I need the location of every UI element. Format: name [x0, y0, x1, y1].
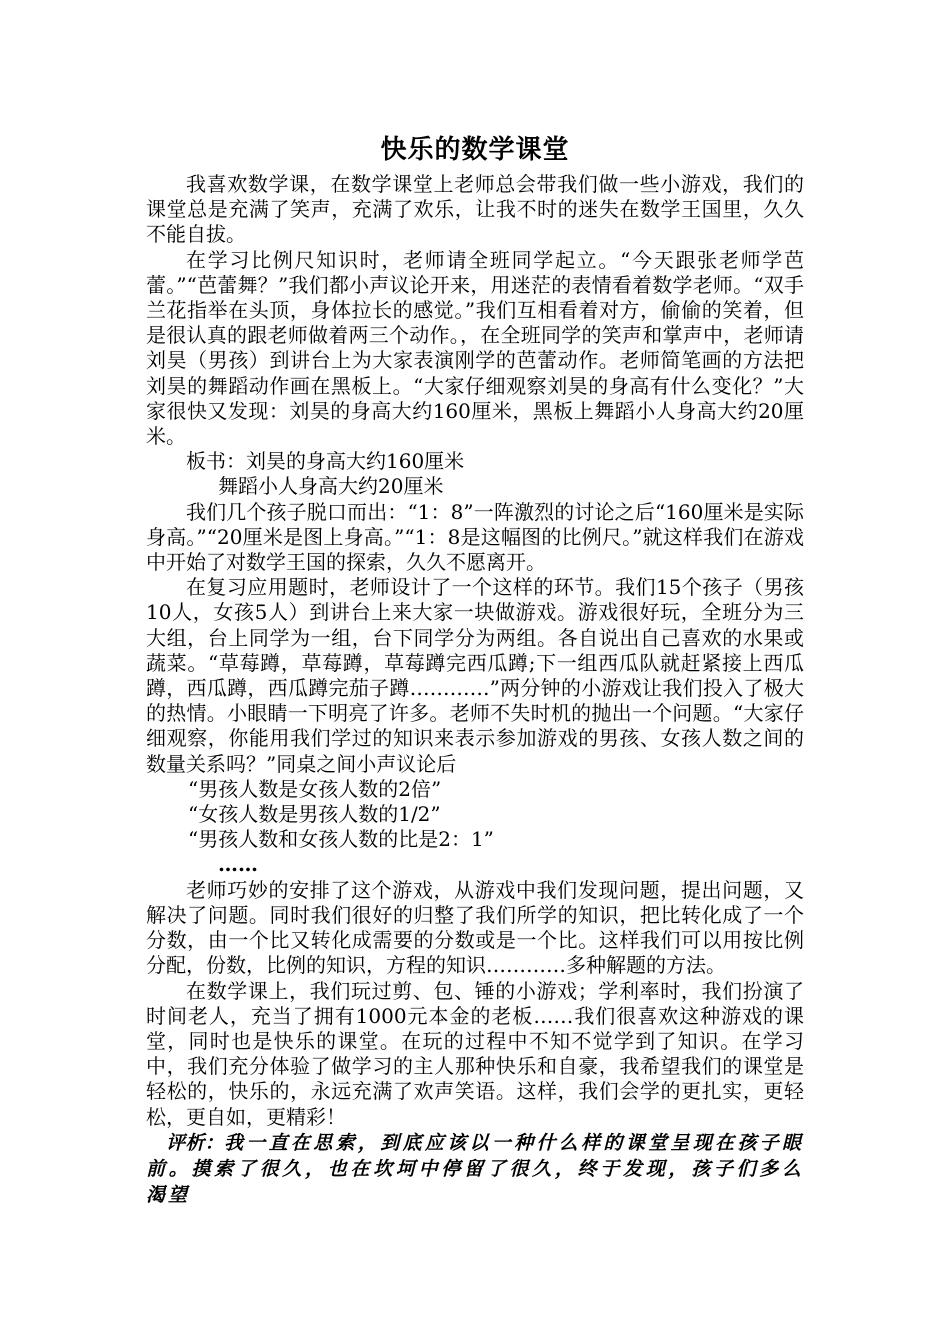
quote-line-3: “男孩人数和女孩人数的比是2：1” [188, 827, 494, 852]
document-title: 快乐的数学课堂 [380, 135, 570, 165]
quote-line-2: “女孩人数是男孩人数的1/2” [188, 802, 441, 827]
commentary-label: 评析： [166, 1131, 224, 1154]
paragraph-ballet: 在学习比例尺知识时，老师请全班同学起立。“今天跟张老师学芭蕾。”“芭蕾舞？”我们都小声议论开来，用迷茫的表情看着数学老师。“双手兰花指举在头顶，身体拉长的感觉。”我们互相看着对方，偷偷的笑着，但是很认真的跟老师做着两三个动作。，在全班同学的笑声和掌声中，老师请刘昊（男孩）到讲台上为大家表演刚学的芭蕾动作。老师简笔画的方法把刘昊的舞蹈动作画在黑板上。“大家仔细观察刘昊的身高有什么变化？”大家很快又发现：刘昊的身高大约160厘米，黑板上舞蹈小人身高大约20厘米。 [146, 247, 804, 449]
ellipsis-line: …… [218, 852, 258, 877]
paragraph-reflection: 老师巧妙的安排了这个游戏，从游戏中我们发现问题，提出问题，又解决了问题。同时我们很好的归整了我们所学的知识，把比转化成了一个分数，由一个比又转化成需要的分数或是一个比。这样我们可以用按比例分配，份数，比例的知识，方程的知识…………多种解题的方法。 [146, 877, 804, 978]
commentary [146, 1130, 804, 1208]
paragraph-intro: 我喜欢数学课，在数学课堂上老师总会带我们做一些小游戏，我们的课堂总是充满了笑声，充满了欢乐，让我不时的迷失在数学王国里，久久不能自拔。 [146, 172, 804, 247]
quote-line-1: “男孩人数是女孩人数的2倍” [188, 776, 442, 801]
paragraph-conclusion: 在数学课上，我们玩过剪、包、锤的小游戏；学利率时，我们扮演了时间老人，充当了拥有1000元本金的老板……我们很喜欢这种游戏的课堂，同时也是快乐的课堂。在玩的过程中不知不觉学到了知识。在学习中，我们充分体验了做学习的主人那种快乐和自豪，我希望我们的课堂是轻松的，快乐的，永远充满了欢声笑语。这样，我们会学的更扎实，更轻松，更自如，更精彩！ [146, 978, 804, 1129]
commentary-text: 我一直在思索，到底应该以一种什么样的课堂呈现在孩子眼前。摸索了很久，也在坎坷中停留了很久，终于发现，孩子们多么渴望 [146, 1131, 804, 1206]
board-note-line-1: 板书：刘昊的身高大约160厘米 [186, 449, 465, 474]
paragraph-game: 在复习应用题时，老师设计了一个这样的环节。我们15个孩子（男孩10人，女孩5人）到讲台上来大家一块做游戏。游戏很好玩，全班分为三大组，台上同学为一组，台下同学分为两组。各自说出自己喜欢的水果或蔬菜。“草莓蹲，草莓蹲，草莓蹲完西瓜蹲;下一组西瓜队就赶紧接上西瓜蹲，西瓜蹲，西瓜蹲完茄子蹲…………”两分钟的小游戏让我们投入了极大的热情。小眼睛一下明亮了许多。老师不失时机的抛出一个问题。“大家仔细观察，你能用我们学过的知识来表示参加游戏的男孩、女孩人数之间的数量关系吗？”同桌之间小声议论后 [146, 575, 804, 776]
document-page [146, 130, 804, 1208]
board-note-line-2: 舞蹈小人身高大约20厘米 [218, 474, 444, 499]
paragraph-ratio-discussion: 我们几个孩子脱口而出：“1：8”一阵激烈的讨论之后“160厘米是实际身高。”“20厘米是图上身高。”“1：8是这幅图的比例尺。”就这样我们在游戏中开始了对数学王国的探索，久久不愿离开。 [146, 499, 804, 575]
